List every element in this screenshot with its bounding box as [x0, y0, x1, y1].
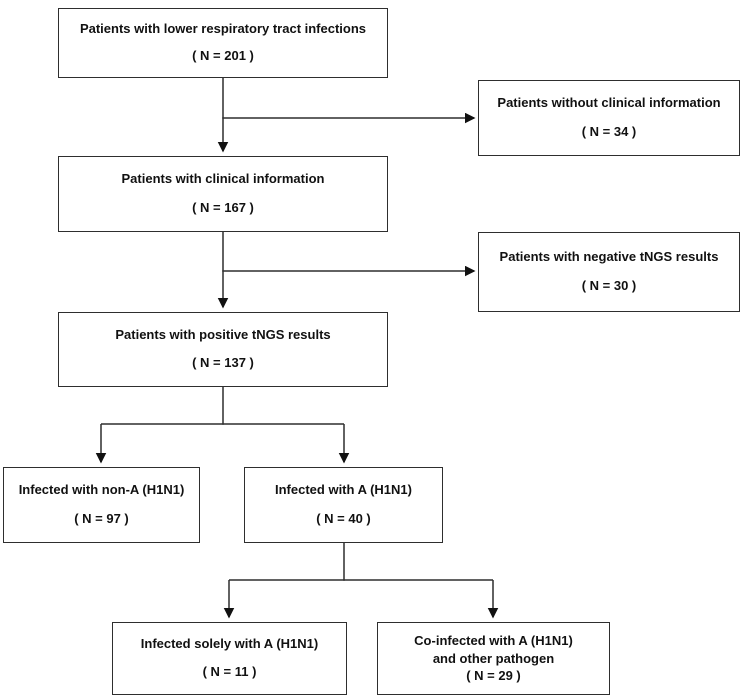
box-count: ( N = 137 )	[192, 355, 254, 370]
box-count: ( N = 29 )	[466, 668, 521, 684]
box-title: Patients with positive tNGS results	[115, 327, 331, 343]
box-count: ( N = 11 )	[202, 663, 257, 679]
box-with-clinical-information	[58, 156, 388, 232]
box-count: ( N = 34 )	[581, 123, 637, 139]
box-lower-respiratory-infections	[58, 8, 388, 78]
box-infected-a-h1n1	[244, 467, 443, 543]
box-title: Patients with clinical information	[121, 171, 325, 187]
box-infected-non-a-h1n1	[3, 467, 200, 543]
box-count: ( N = 201 )	[192, 47, 254, 63]
box-title-line2: and other pathogen	[432, 650, 555, 666]
box-count: ( N = 30 )	[581, 278, 637, 294]
box-without-clinical-information	[478, 80, 740, 156]
box-infected-solely-a-h1n1	[112, 622, 347, 695]
box-negative-tngs	[478, 232, 740, 312]
box-title: Patients with lower respiratory tract infections	[79, 21, 367, 37]
box-count: ( N = 97 )	[74, 510, 129, 526]
box-title: Infected solely with A (H1N1)	[140, 636, 319, 652]
box-positive-tngs	[58, 312, 388, 387]
box-title: Infected with non-A (H1N1)	[18, 482, 185, 498]
box-coinfected-a-h1n1	[377, 622, 610, 695]
box-count: ( N = 167 )	[192, 199, 254, 215]
box-title: Infected with A (H1N1)	[275, 482, 412, 498]
box-count: ( N = 40 )	[316, 510, 371, 526]
box-title: Patients with negative tNGS results	[499, 248, 719, 264]
box-title: Co-infected with A (H1N1)	[414, 633, 573, 649]
box-title: Patients without clinical information	[497, 95, 721, 111]
